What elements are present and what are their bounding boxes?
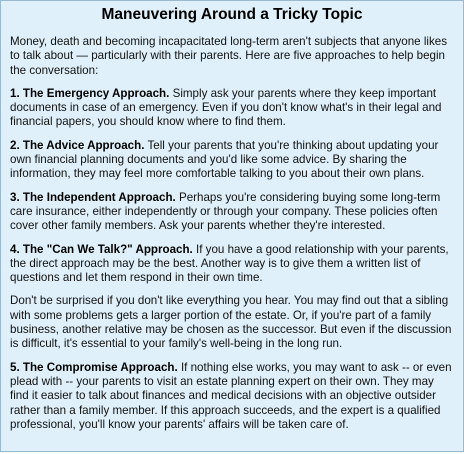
approach-text: Simply ask your parents where they keep important documents in case of an emergency. Even if you don't know what's in their legal and financial papers, you should know where to find them. — [10, 86, 442, 129]
approach-heading: 1. The Emergency Approach. — [10, 86, 170, 100]
intro-paragraph: Money, death and becoming incapacitated long-term aren't subjects that anyone likes to talk about — particularly with their parents. Here are five approaches to help begin the conversation: — [10, 35, 448, 77]
approach-text: Tell your parents that you're thinking about updating your own financial planning documents and you'd like some advice. By sharing the information, they may feel more comfortable talking to you about their own plans. — [10, 138, 439, 181]
approach-can-we-talk — [10, 243, 454, 286]
approach-heading: 2. The Advice Approach. — [10, 138, 145, 152]
approach-text: Perhaps you're considering buying some long-term care insurance, either independently or through your company. These policies often cover other family members. Ask your parents whether they're interested. — [10, 190, 441, 233]
article-title: Maneuvering Around a Tricky Topic — [101, 6, 363, 23]
approach-heading: 3. The Independent Approach. — [10, 190, 176, 204]
approach-emergency — [10, 87, 454, 130]
approach-heading: 4. The "Can We Talk?" Approach. — [10, 242, 193, 256]
approach-heading: 5. The Compromise Approach. — [10, 360, 178, 374]
article-content — [1, 1, 463, 432]
approach-text: If you have a good relationship with your parents, the direct approach may be the best. Another way is to give them a written list of questions and let them respond in their own time. — [10, 242, 449, 285]
approach-independent — [10, 191, 454, 234]
approach-compromise — [10, 361, 454, 432]
approach-text: If nothing else works, you may want to ask -- or even plead with -- your parents to visit an estate planning expert on their own. They may find it easier to talk about finances and medical decisions with an objective outsider rather than a family member. If this approach succeeds, and the expert is a qualified professional, you'll know your parents' affairs will be taken care of. — [10, 360, 452, 431]
note-paragraph: Don't be surprised if you don't like everything you hear. You may find out that a sibling with some problems gets a larger portion of the estate. Or, if you're part of a family business, another relative may be chosen as the successor. But even if the discussion is difficult, it's essential to your family's well-being in the long run. — [10, 294, 452, 351]
approach-advice — [10, 139, 454, 182]
